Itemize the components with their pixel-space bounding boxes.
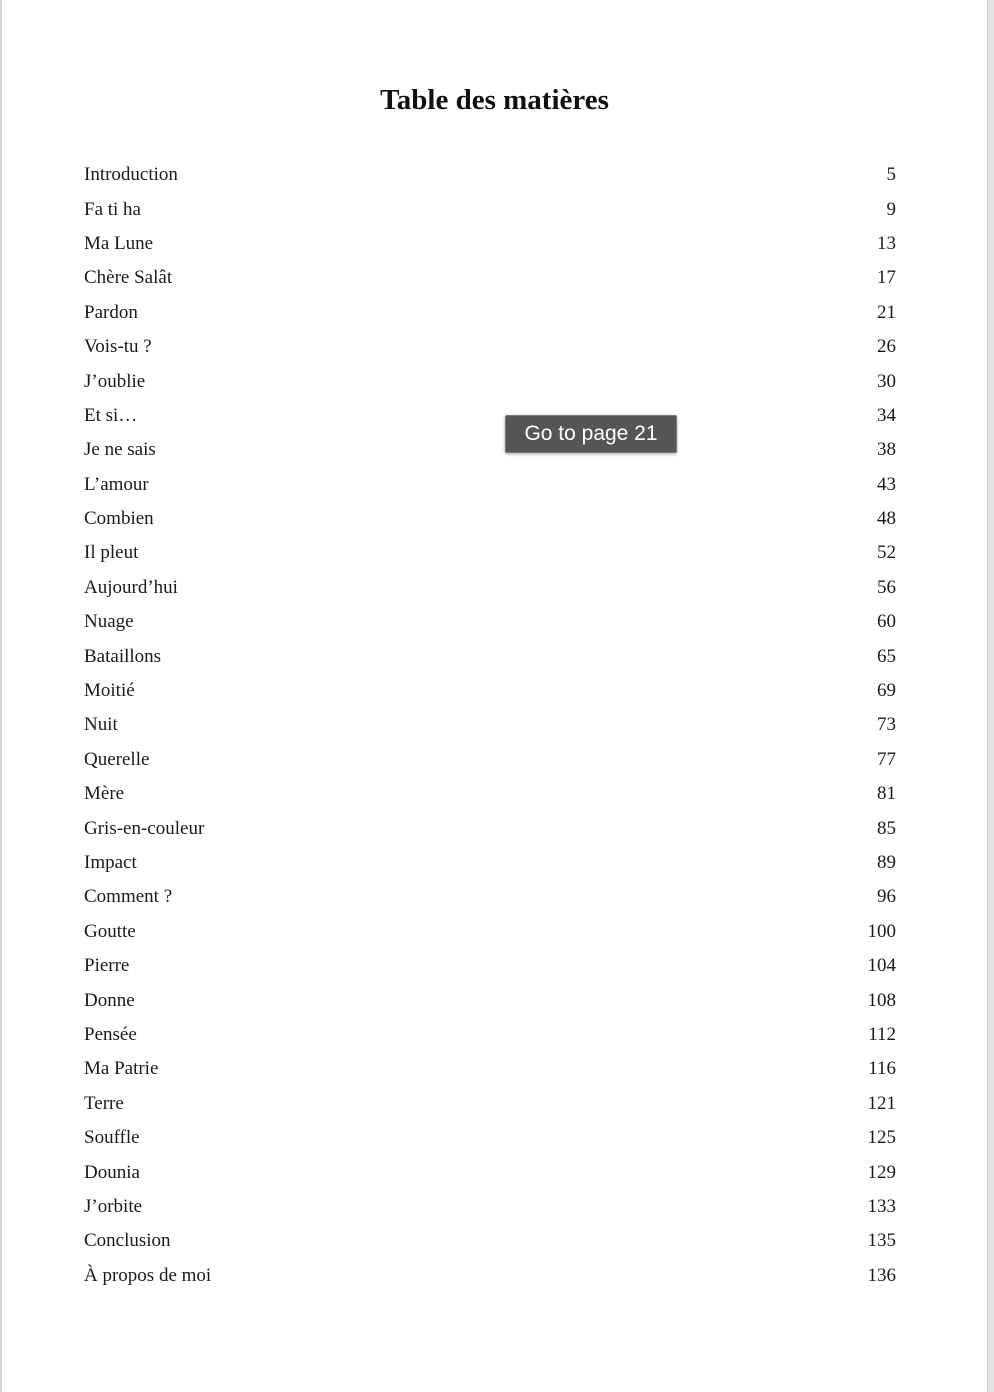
toc-entry-label: Querelle — [84, 748, 150, 770]
toc-entry-label: Je ne sais — [84, 439, 156, 461]
toc-entry-page-number: 125 — [867, 1127, 896, 1149]
toc-entry-page-number: 121 — [867, 1092, 896, 1114]
toc-entry-label: Ma Lune — [84, 232, 154, 254]
toc-entry-label: Dounia — [84, 1161, 140, 1183]
toc-list — [84, 158, 896, 1293]
page-right-edge — [987, 0, 994, 1392]
toc-entry-page-number: 21 — [877, 301, 896, 323]
toc-entry-page-number: 112 — [868, 1023, 896, 1045]
toc-entry[interactable] — [84, 502, 896, 536]
toc-entry-label: Pensée — [84, 1023, 137, 1045]
toc-entry-label: Bataillons — [84, 645, 162, 667]
toc-entry-page-number: 96 — [877, 886, 896, 908]
toc-entry-page-number: 85 — [877, 817, 896, 839]
toc-entry[interactable] — [84, 227, 896, 261]
toc-entry[interactable] — [84, 777, 896, 811]
toc-entry[interactable] — [84, 296, 896, 330]
toc-entry-label: Introduction — [84, 164, 178, 186]
toc-entry-page-number: 38 — [877, 439, 896, 461]
toc-entry-label: L’amour — [84, 473, 149, 495]
toc-entry-page-number: 9 — [886, 198, 896, 220]
toc-entry[interactable] — [84, 605, 896, 639]
toc-entry[interactable] — [84, 364, 896, 398]
toc-entry-page-number: 17 — [877, 267, 896, 289]
toc-entry-label: Et si… — [84, 404, 138, 426]
toc-entry-page-number: 5 — [886, 164, 896, 186]
toc-entry-page-number: 135 — [867, 1230, 896, 1252]
toc-entry[interactable] — [84, 1155, 896, 1189]
toc-entry-label: Conclusion — [84, 1230, 171, 1252]
toc-entry-label: Combien — [84, 508, 154, 530]
toc-entry-page-number: 56 — [877, 576, 896, 598]
toc-entry[interactable] — [84, 949, 896, 983]
toc-entry-page-number: 48 — [877, 508, 896, 530]
toc-entry-page-number: 81 — [877, 783, 896, 805]
toc-entry-label: Vois-tu ? — [84, 336, 152, 358]
toc-entry[interactable] — [84, 1121, 896, 1155]
toc-entry-label: Comment ? — [84, 886, 173, 908]
toc-entry[interactable] — [84, 983, 896, 1017]
toc-entry-page-number: 129 — [867, 1161, 896, 1183]
go-to-page-tooltip: Go to page 21 — [505, 415, 677, 453]
toc-entry[interactable] — [84, 468, 896, 502]
toc-entry[interactable] — [84, 1190, 896, 1224]
toc-entry[interactable] — [84, 1018, 896, 1052]
toc-entry-label: Gris-en-couleur — [84, 817, 205, 839]
toc-entry-page-number: 34 — [877, 404, 896, 426]
toc-entry-page-number: 30 — [877, 370, 896, 392]
toc-entry-label: Donne — [84, 989, 135, 1011]
toc-entry-label: Impact — [84, 852, 137, 873]
toc-entry[interactable] — [84, 158, 896, 192]
toc-entry-label: Nuage — [84, 611, 134, 633]
toc-entry-page-number: 77 — [877, 748, 896, 770]
toc-entry[interactable] — [84, 811, 896, 845]
toc-entry-page-number: 133 — [867, 1195, 896, 1217]
toc-entry[interactable] — [84, 880, 896, 914]
toc-entry[interactable] — [84, 1087, 896, 1121]
toc-entry-page-number: 60 — [877, 611, 896, 633]
toc-entry-label: Ma Patrie — [84, 1058, 159, 1080]
toc-entry-label: Il pleut — [84, 542, 139, 564]
toc-entry-label: Goutte — [84, 920, 136, 942]
toc-entry[interactable] — [84, 708, 896, 742]
toc-entry[interactable] — [84, 399, 896, 433]
toc-entry-label: Pierre — [84, 955, 130, 977]
toc-entry-label: Pardon — [84, 301, 138, 323]
toc-entry-page-number: 26 — [877, 336, 896, 358]
toc-entry[interactable] — [84, 743, 896, 777]
toc-entry[interactable] — [84, 846, 896, 880]
toc-entry[interactable] — [84, 1052, 896, 1086]
toc-entry-label: Chère Salât — [84, 267, 173, 289]
toc-entry-page-number: 73 — [877, 714, 896, 736]
toc-entry-page-number: 65 — [877, 645, 896, 667]
toc-entry-page-number: 43 — [877, 473, 896, 495]
toc-entry[interactable] — [84, 433, 896, 467]
toc-entry-page-number: 52 — [877, 542, 896, 564]
toc-entry-page-number: 69 — [877, 680, 896, 702]
toc-entry-label: Fa ti ha — [84, 198, 141, 220]
document-page[interactable] — [2, 0, 987, 1392]
toc-entry-label: Terre — [84, 1092, 124, 1114]
toc-entry[interactable] — [84, 261, 896, 295]
toc-entry-page-number: 116 — [868, 1058, 896, 1080]
toc-entry-label: Nuit — [84, 714, 118, 736]
toc-entry-page-number: 89 — [877, 852, 896, 873]
toc-entry-page-number: 104 — [867, 955, 896, 977]
toc-entry-page-number: 108 — [867, 989, 896, 1011]
toc-entry[interactable] — [84, 1259, 896, 1293]
toc-entry-page-number: 13 — [877, 232, 896, 254]
toc-entry[interactable] — [84, 192, 896, 226]
toc-title: Table des matières — [380, 84, 609, 116]
toc-entry[interactable] — [84, 330, 896, 364]
toc-entry[interactable] — [84, 536, 896, 570]
toc-entry-label: J’orbite — [84, 1195, 143, 1217]
toc-entry-label: Souffle — [84, 1127, 140, 1149]
toc-entry-page-number: 136 — [867, 1264, 896, 1286]
toc-entry-label: Moitié — [84, 680, 135, 702]
toc-entry[interactable] — [84, 674, 896, 708]
toc-entry-label: À propos de moi — [84, 1264, 212, 1286]
toc-entry[interactable] — [84, 915, 896, 949]
toc-entry[interactable] — [84, 1224, 896, 1258]
toc-entry[interactable] — [84, 571, 896, 605]
toc-entry-page-number: 100 — [867, 920, 896, 942]
toc-entry-label: J’oublie — [84, 370, 146, 392]
toc-entry-label: Mère — [84, 783, 125, 805]
toc-entry-label: Aujourd’hui — [84, 576, 178, 598]
toc-entry[interactable] — [84, 639, 896, 673]
